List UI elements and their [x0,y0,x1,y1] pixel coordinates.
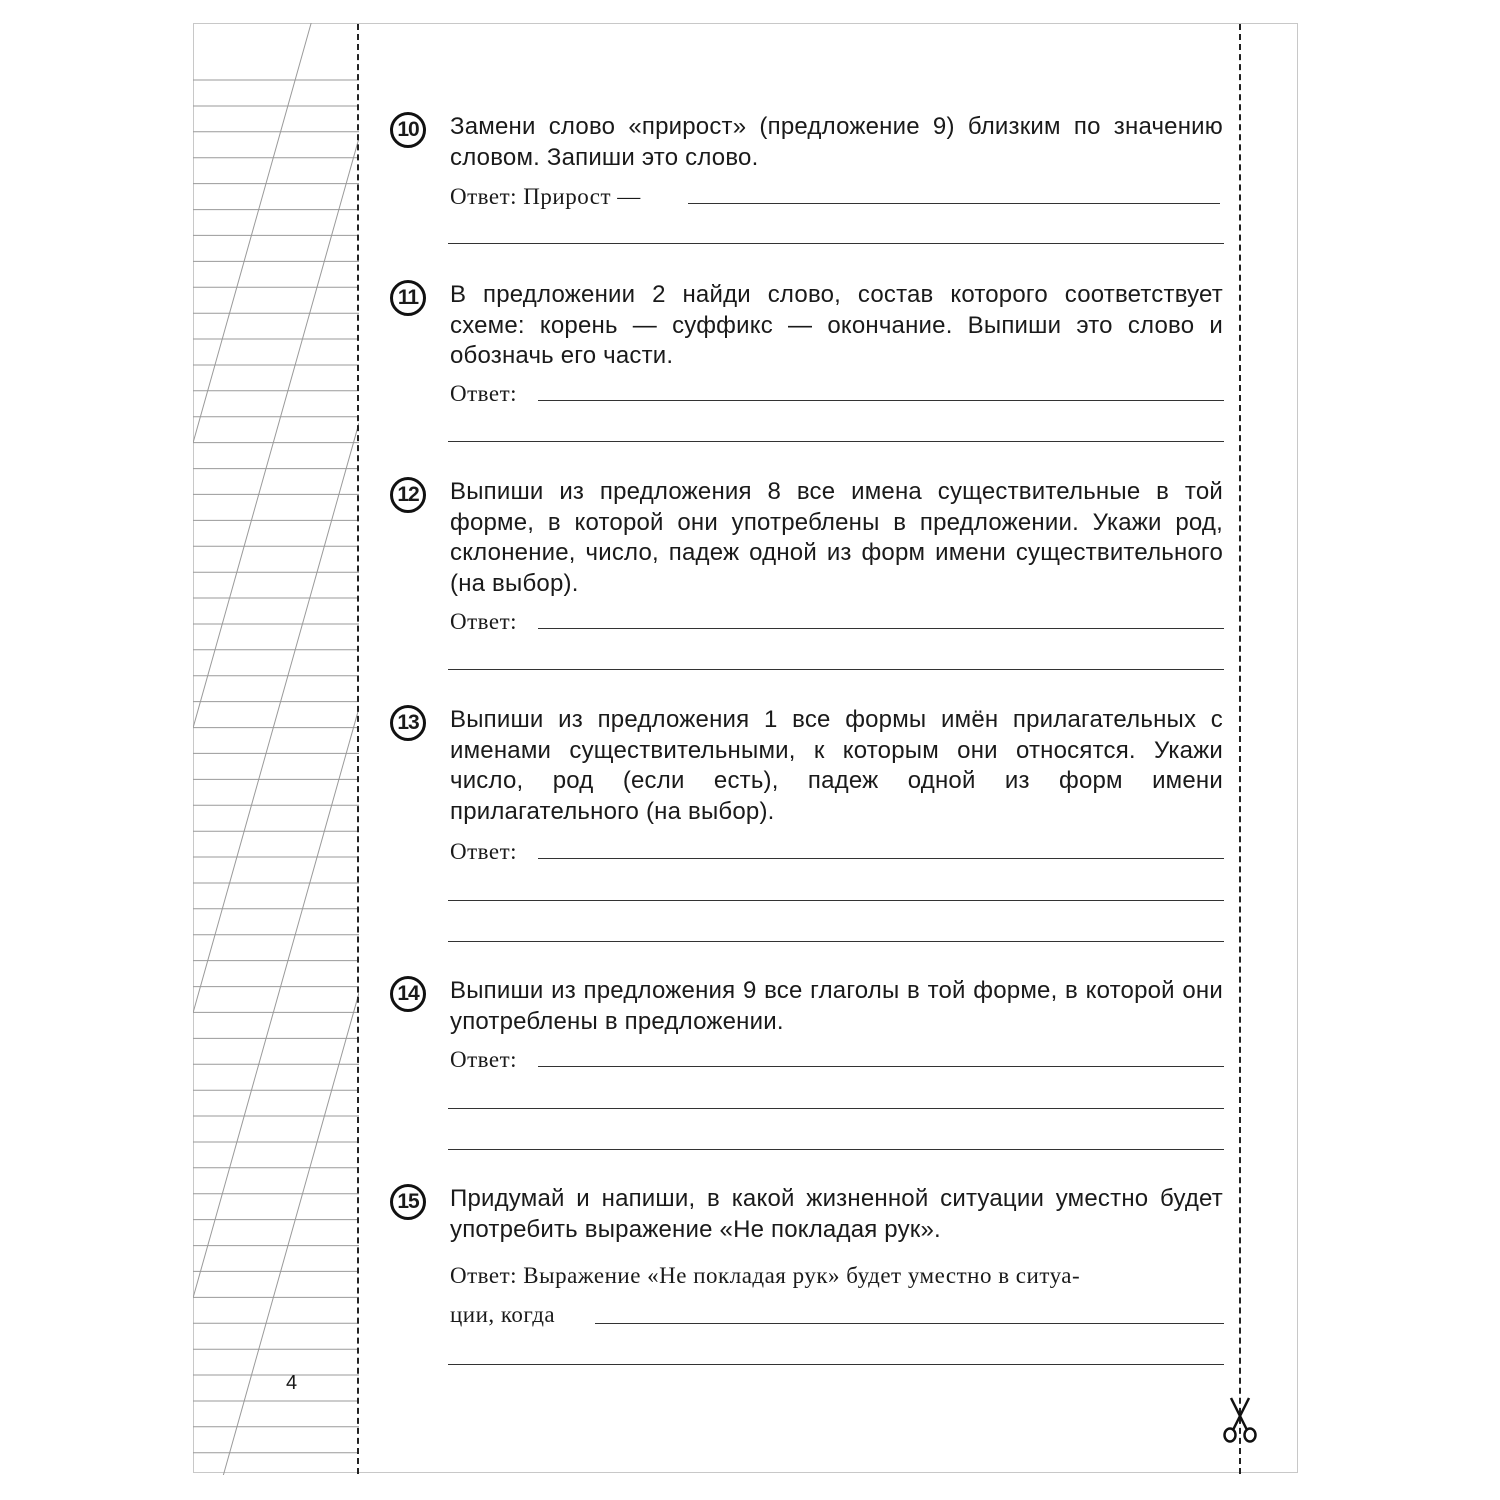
task-number-badge: 10 [390,112,426,148]
task-number-badge: 13 [390,705,426,741]
answer-line[interactable] [448,441,1224,442]
answer-label-continued: ции, когда [450,1302,556,1327]
answer-line[interactable] [595,1323,1224,1324]
answer-line[interactable] [448,941,1224,942]
left-cut-line [357,24,359,1474]
task-question: Выпиши из предложения 9 все глаголы в той форме, в которой они употреблены в предложении. [450,977,1223,1035]
answer-label: Ответ: [450,381,518,406]
task-number-badge: 11 [390,280,426,316]
task-question: Замени слово «прирост» (предложение 9) близким по значению словом. Запиши это слово. [450,113,1223,171]
page-number: 4 [286,1372,298,1394]
task-question: В предложении 2 найди слово, состав которого соответствует схеме: корень — суффикс — окончание. Выпиши это слово и обозначь его части. [450,281,1223,369]
answer-line[interactable] [688,203,1220,204]
scissors-icon [1221,1396,1259,1444]
task-question: Выпиши из предложения 8 все имена существительные в той форме, в которой они употреблены в предложении. Укажи род, склонение, число, падеж одной из форм имени существительного (на выбор). [450,478,1223,597]
right-cut-line [1239,24,1241,1474]
answer-line[interactable] [538,858,1224,859]
answer-label: Ответ: [450,839,518,864]
task-number-badge: 15 [390,1184,426,1220]
task-number-badge: 12 [390,477,426,513]
answer-line[interactable] [538,1066,1224,1067]
task-question: Выпиши из предложения 1 все формы имён прилагательных с именами существительными, к которым они относятся. Укажи число, род (если есть), падеж одной из форм имени прилагательного (на выбор). [450,706,1223,825]
answer-line[interactable] [538,400,1224,401]
task-question: Придумай и напиши, в какой жизненной ситуации уместно будет употребить выражение «Не покладая рук». [450,1185,1223,1243]
answer-label: Ответ: [450,1047,518,1072]
answer-line[interactable] [448,1149,1224,1150]
answer-line[interactable] [448,1364,1224,1365]
answer-line[interactable] [448,900,1224,901]
margin-guide-lines [193,23,359,1475]
task-number-badge: 14 [390,976,426,1012]
answer-label: Ответ: [450,609,518,634]
answer-line[interactable] [448,1108,1224,1109]
answer-label: Ответ: Выражение «Не покладая рук» будет уместно в ситуа- [450,1263,1081,1288]
answer-label: Ответ: Прирост — [450,184,641,209]
answer-line[interactable] [448,669,1224,670]
answer-line[interactable] [538,628,1224,629]
answer-line[interactable] [448,243,1224,244]
